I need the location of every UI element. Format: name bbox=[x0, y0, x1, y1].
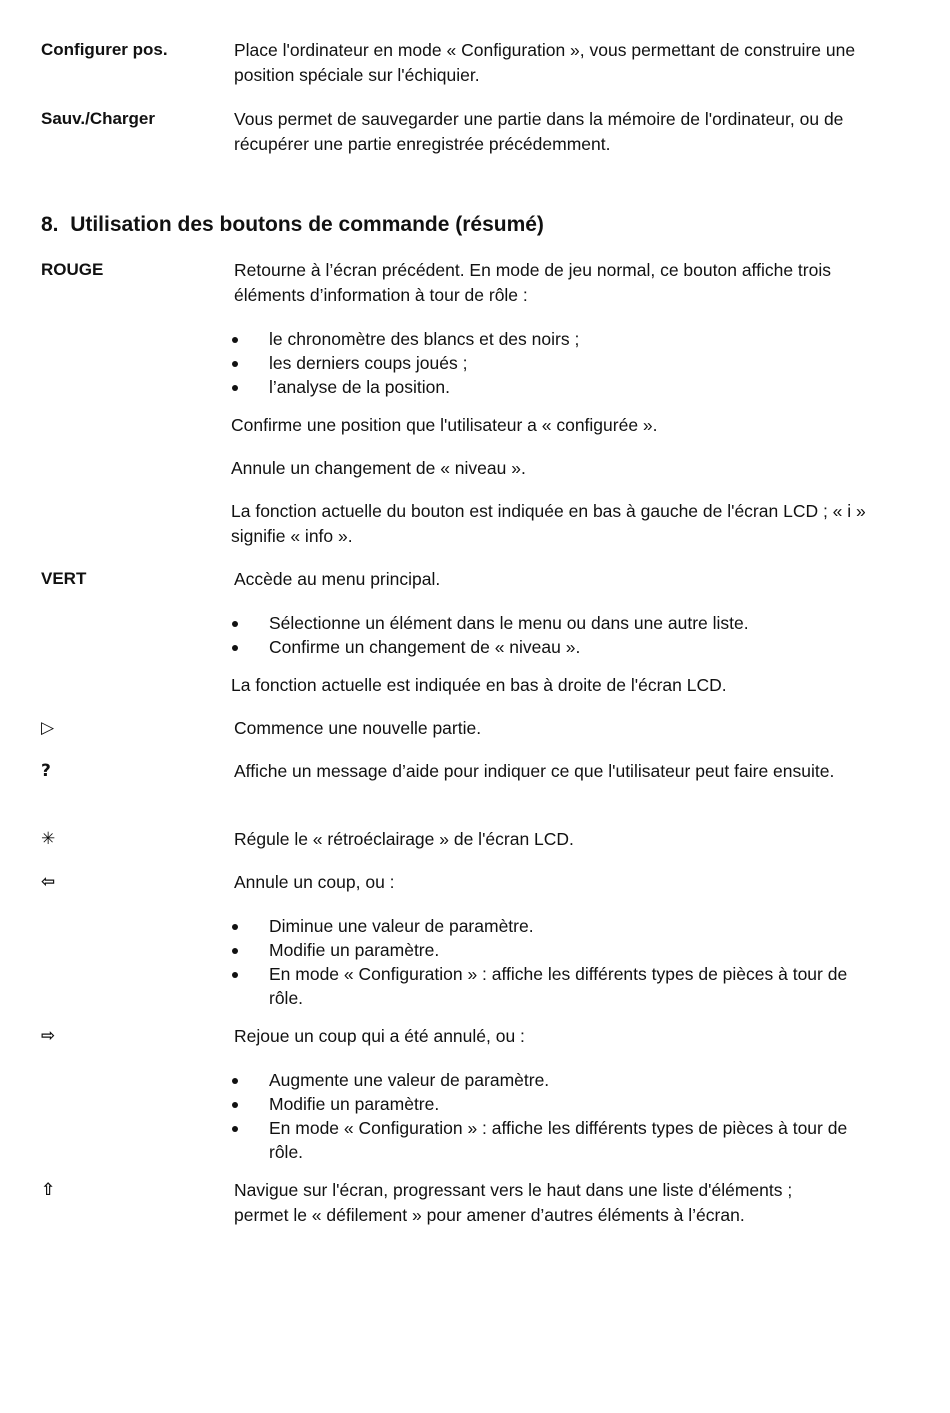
term-rouge: ROUGE bbox=[41, 260, 104, 279]
term-configurer-pos: Configurer pos. bbox=[41, 40, 168, 59]
arrow-left-icon: ⇦ bbox=[41, 872, 56, 892]
list-item: Confirme un changement de « niveau ». bbox=[231, 635, 871, 659]
section-heading bbox=[41, 211, 544, 239]
list-item: Sélectionne un élément dans le menu ou dans une autre liste. bbox=[231, 611, 871, 635]
section-number: 8. bbox=[41, 213, 59, 236]
description-sauv-charger: Vous permet de sauvegarder une partie dans la mémoire de l'ordinateur, ou de récupérer une partie enregistrée précédemment. bbox=[234, 109, 844, 154]
rouge-paragraph-cancel: Annule un changement de « niveau ». bbox=[231, 458, 526, 478]
forward-bullet-list bbox=[231, 1068, 871, 1164]
term-sauv-charger: Sauv./Charger bbox=[41, 109, 156, 128]
term-vert: VERT bbox=[41, 569, 87, 588]
list-item: Augmente une valeur de paramètre. bbox=[231, 1068, 871, 1092]
list-item: Modifie un paramètre. bbox=[231, 938, 871, 962]
vert-bullet-list bbox=[231, 611, 871, 659]
help-description: Affiche un message d’aide pour indiquer ce que l'utilisateur peut faire ensuite. bbox=[234, 761, 835, 781]
rouge-bullet-list bbox=[231, 327, 871, 399]
section-title: Utilisation des boutons de commande (résumé) bbox=[70, 213, 544, 236]
vert-paragraph-function: La fonction actuelle est indiquée en bas à droite de l'écran LCD. bbox=[231, 675, 727, 695]
help-icon: ? bbox=[41, 761, 51, 781]
rouge-paragraph-function: La fonction actuelle du bouton est indiquée en bas à gauche de l'écran LCD ; « i » signifie « info ». bbox=[231, 501, 866, 546]
play-description: Commence une nouvelle partie. bbox=[234, 718, 482, 738]
list-item: Diminue une valeur de paramètre. bbox=[231, 914, 871, 938]
rouge-intro: Retourne à l’écran précédent. En mode de jeu normal, ce bouton affiche trois éléments d’information à tour de rôle : bbox=[234, 260, 831, 305]
list-item: l’analyse de la position. bbox=[231, 375, 871, 399]
backlight-icon: ✳ bbox=[41, 829, 56, 849]
arrow-up-icon: ⇧ bbox=[41, 1180, 56, 1200]
arrow-right-icon: ⇨ bbox=[41, 1026, 56, 1046]
rouge-paragraph-confirm: Confirme une position que l'utilisateur a « configurée ». bbox=[231, 415, 658, 435]
up-description: Navigue sur l'écran, progressant vers le haut dans une liste d'éléments ; permet le « défilement » pour amener d’autres éléments à l’écran. bbox=[234, 1180, 793, 1225]
play-icon: ▷ bbox=[41, 718, 55, 738]
backlight-description: Régule le « rétroéclairage » de l'écran LCD. bbox=[234, 829, 574, 849]
list-item: En mode « Configuration » : affiche les différents types de pièces à tour de rôle. bbox=[231, 962, 871, 1010]
back-bullet-list bbox=[231, 914, 871, 1010]
description-configurer-pos: Place l'ordinateur en mode « Configuration », vous permettant de construire une position spéciale sur l'échiquier. bbox=[234, 40, 856, 85]
forward-intro: Rejoue un coup qui a été annulé, ou : bbox=[234, 1026, 525, 1046]
list-item: En mode « Configuration » : affiche les différents types de pièces à tour de rôle. bbox=[231, 1116, 871, 1164]
list-item: Modifie un paramètre. bbox=[231, 1092, 871, 1116]
list-item: le chronomètre des blancs et des noirs ; bbox=[231, 327, 871, 351]
back-intro: Annule un coup, ou : bbox=[234, 872, 395, 892]
vert-intro: Accède au menu principal. bbox=[234, 569, 441, 589]
list-item: les derniers coups joués ; bbox=[231, 351, 871, 375]
